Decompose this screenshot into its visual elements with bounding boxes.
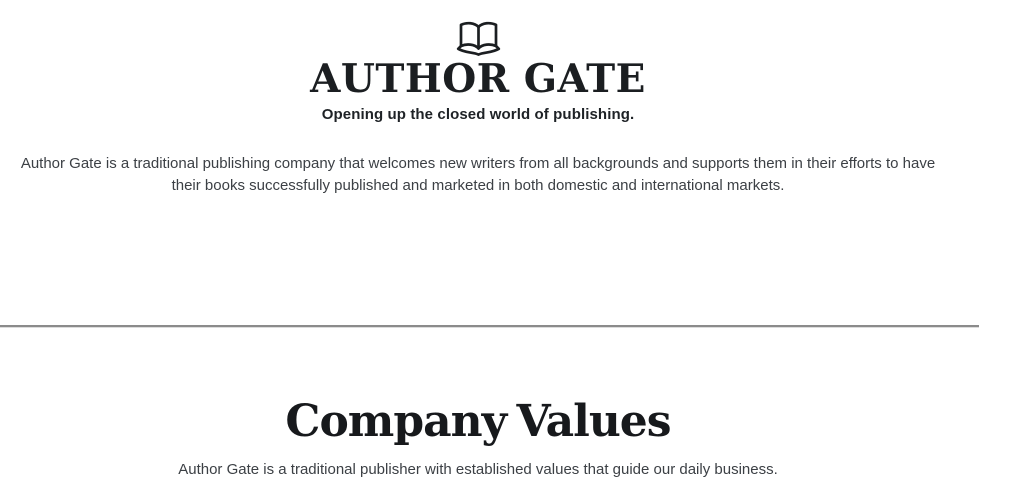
values-heading: Company Values [285,396,671,447]
site-logo[interactable] [0,20,956,57]
values-section [0,398,956,481]
section-divider [0,325,979,328]
values-subtext: Author Gate is a traditional publisher with established values that guide our daily business. [178,461,778,479]
intro-text: Author Gate is a traditional publishing company that welcomes new writers from all backgrounds and supports them in their efforts to have their books successfully published and marketed in both domestic and international markets. [20,155,936,194]
content-column [0,0,956,197]
values-column [0,398,956,481]
brand-tagline: Opening up the closed world of publishing. [321,106,635,123]
brand-title: AUTHOR GATE [310,56,646,102]
site-header [0,0,956,123]
